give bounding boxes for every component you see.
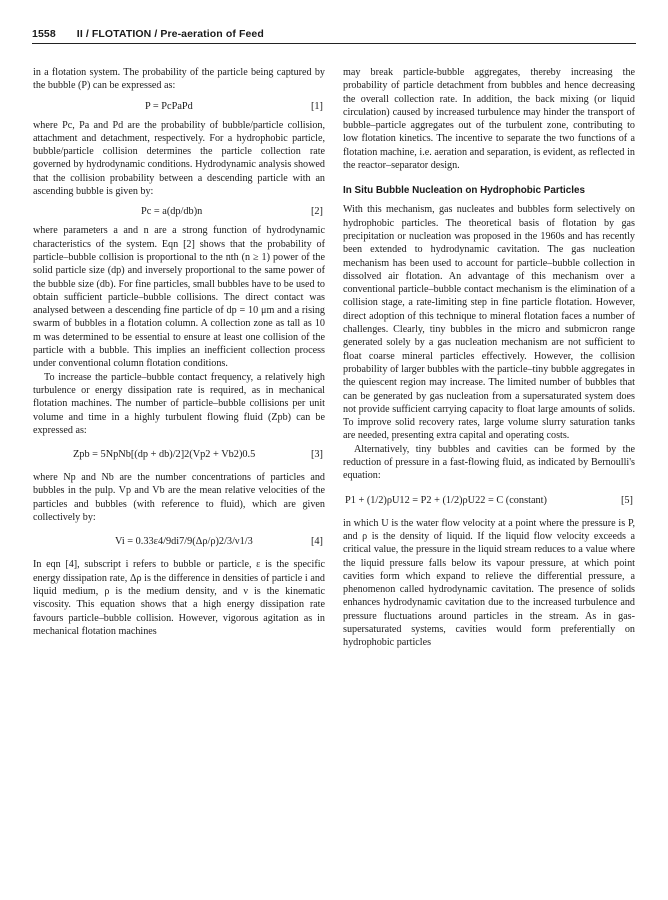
section-heading: In Situ Bubble Nucleation on Hydrophobic Particles xyxy=(343,185,585,197)
paragraph: Alternatively, tiny bubbles and cavities can be formed by the reduction of pressure in a fast-flowing fluid, as indicated by Bernoulli's equation: xyxy=(343,443,635,482)
equation-body: Zpb = 5NpNb[(dp + db)/2]2(Vp2 + Vb2)0.5 xyxy=(73,449,256,461)
paragraph: where Np and Nb are the number concentrations of particles and bubbles in the pulp. Vp and Vb are the mean relative velocities of the particles and bubbles (with reference to fluid), which are given collectively by: xyxy=(33,472,325,524)
equation-number: [1] xyxy=(310,100,323,112)
right-column xyxy=(343,66,635,650)
equation-number: [3] xyxy=(310,449,323,461)
left-column xyxy=(33,66,325,638)
paragraph: where parameters a and n are a strong function of hydrodynamic characteristics of the system. Eqn [2] shows that the probability of particle–bubble collision is proportional to the nth (n ≥ 1) power of the solid particle size (dp) and inversely proportional to the same power of the bubble size (db). For fine particles, small bubbles have to be used to obtain sufficient particle–bubble collisions. The direct contact was analysed between a descending fine particle of dp = 10 μm and a rising swarm of bubbles in a flotation column. A collection zone as tall as 10 m was determined to be essential to ensure at least one collision of the particle with a bubble. This implies an inefficient collection process under conventional column flotation conditions. xyxy=(33,225,325,370)
equation-body: Pc = a(dp/db)n xyxy=(141,206,203,218)
paragraph: where Pc, Pa and Pd are the probability of bubble/particle collision, attachment and detachment, respectively. For a hydrophobic particle, bubble/particle collision determines the particle collection rate governed by hydrodynamic conditions. Hydrodynamic analysis showed that the collision probability between a descending particle with an ascending bubble is given by: xyxy=(33,119,325,198)
running-header xyxy=(32,28,636,44)
paragraph: may break particle-bubble aggregates, thereby increasing the probability of particle detachment from bubbles and hence decreasing the overall collection rate. In addition, the back mixing (or liquid circulation) caused by increased turbulence may hinder the transport of bubble–particle aggregates out of the turbulent zone, contributing to low flotation kinetics. The incentive to separate the two functions of a flotation machine, i.e. aeration and separation, is evident, as reflected in the reactor–separator design. xyxy=(343,67,635,172)
equation-body: P = PcPaPd xyxy=(145,100,193,112)
equation-body: P1 + (1/2)ρU12 = P2 + (1/2)ρU22 = C (constant) xyxy=(345,494,547,506)
page-number: 1558 xyxy=(32,28,56,40)
equation-body: Vi = 0.33ε4/9di7/9(Δρ/ρ)2/3/ν1/3 xyxy=(115,536,253,548)
running-title: II / FLOTATION / Pre-aeration of Feed xyxy=(76,28,264,40)
paragraph: To increase the particle–bubble contact frequency, a relatively high turbulence or energy dissipation rate is required, as in mechanical flotation machines. The number of particle–bubble collisions per unit volume and time in a highly turbulent flowing fluid (Zpb) can be expressed as: xyxy=(33,371,325,436)
equation-3 xyxy=(33,437,325,471)
equation-4 xyxy=(33,524,325,558)
paragraph: in a flotation system. The probability of the particle being captured by the bubble (P) can be expressed as: xyxy=(33,67,325,92)
equation-2 xyxy=(33,198,325,224)
equation-1 xyxy=(33,93,325,119)
equation-number: [4] xyxy=(310,536,323,548)
paragraph: With this mechanism, gas nucleates and bubbles form selectively on hydrophobic particles. The theoretical basis of flotation by gas precipitation or nucleation was proposed in the 1960s and has recently been extended to hydrodynamic cavitation. The gas nucleation mechanism has been used to account for particle–bubble collection in dissolved air flotation. An advantage of this mechanism over a conventional particle–bubble contact mechanism is the elimination of a collision stage, a rate-limiting step in fine particle flotation. However, direct adoption of this technique to mineral flotation faces a number of challenges. Clearly, tiny bubbles in the micro and submicron range generated solely by a gas nucleation mechanism are not sufficient to float coarse mineral particles effectively. However, the collision probability of larger bubbles with the particle–tiny bubble aggregates in the quiescent region may increase. The limited number of bubbles that can be generated by gas nucleation from a supersaturated system does not provide sufficient carrying capacity to float large amounts of solids. To improve solid recovery rates, large volume slurry saturation tanks are needed, presenting extra capital and operating costs. xyxy=(343,204,635,442)
header-rule xyxy=(32,43,636,44)
equation-5 xyxy=(343,483,635,517)
paragraph: in which U is the water flow velocity at a point where the pressure is P, and ρ is the density of liquid. If the liquid flow velocity exceeds a critical value, the pressure in the liquid stream reduces to a value where the liquid pressure falls below its vapour pressure, at which point cavities form which expand to relieve the differential pressure, a phenomenon called hydrodynamic cavitation. The presence of solids enhances hydrodynamic cavitation due to the increased turbulence and pressure fluctuations around particles in the stream. As in gas-supersaturated systems, cavities would form preferentially on hydrophobic particles xyxy=(343,517,635,649)
paragraph: In eqn [4], subscript i refers to bubble or particle, ε is the specific energy dissipation rate, Δρ is the difference in densities of particle i and liquid medium, ρ is the medium density, and ν is the kinematic viscosity. This equation shows that a high energy dissipation rate favours particle–bubble collision. However, vigorous agitation as in mechanical flotation machines xyxy=(33,559,325,637)
equation-number: [5] xyxy=(620,494,633,506)
equation-number: [2] xyxy=(310,206,323,218)
